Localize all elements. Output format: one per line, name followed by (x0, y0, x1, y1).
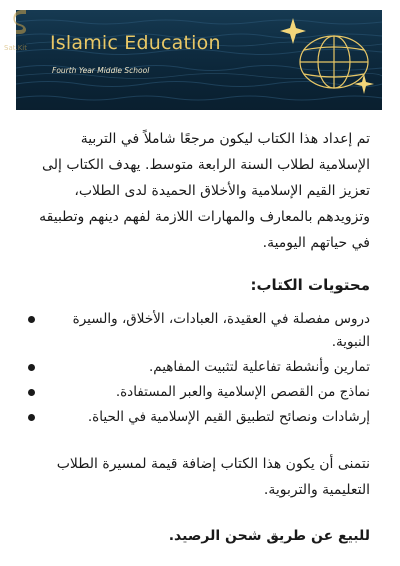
list-item: تمارين وأنشطة تفاعلية لتثبيت المفاهيم. (30, 356, 370, 379)
contents-heading: محتويات الكتاب: (250, 276, 370, 294)
bullet-icon (28, 414, 35, 421)
list-item: نماذج من القصص الإسلامية والعبر المستفادة. (30, 381, 370, 404)
globe-icon (300, 36, 368, 88)
bullet-icon (28, 364, 35, 371)
banner-title: Islamic Education (50, 32, 221, 54)
sale-note: للبيع عن طريق شحن الرصيد. (168, 528, 370, 544)
book-description (30, 126, 370, 549)
list-item: دروس مفصلة في العقيدة، العبادات، الأخلاق، والسيرة النبوية. (30, 308, 370, 354)
watermark-logo (0, 8, 60, 56)
contents-list (30, 308, 370, 429)
bullet-icon (28, 316, 35, 323)
list-item: إرشادات ونصائح لتطبيق القيم الإسلامية في الحياة. (30, 406, 370, 429)
header-banner (16, 10, 382, 110)
bullet-icon (28, 389, 35, 396)
sea-background (16, 10, 382, 110)
intro-paragraph: تم إعداد هذا الكتاب ليكون مرجعًا شاملاً في التربية الإسلامية لطلاب السنة الرابعة متوسط. يهدف الكتاب إلى تعزيز القيم الإسلامية والأخلاق الحميدة لدى الطلاب، وتزويدهم بالمعارف والمهارات اللازمة لفهم دينهم وتطبيقه في حياتهم اليومية. (39, 131, 370, 251)
banner-subtitle: Fourth Year Middle School (52, 66, 150, 75)
svg-text:Sat.Kit: Sat.Kit (4, 44, 27, 52)
closing-paragraph: نتمنى أن يكون هذا الكتاب إضافة قيمة لمسيرة الطلاب التعليمية والتربوية. (56, 456, 370, 498)
